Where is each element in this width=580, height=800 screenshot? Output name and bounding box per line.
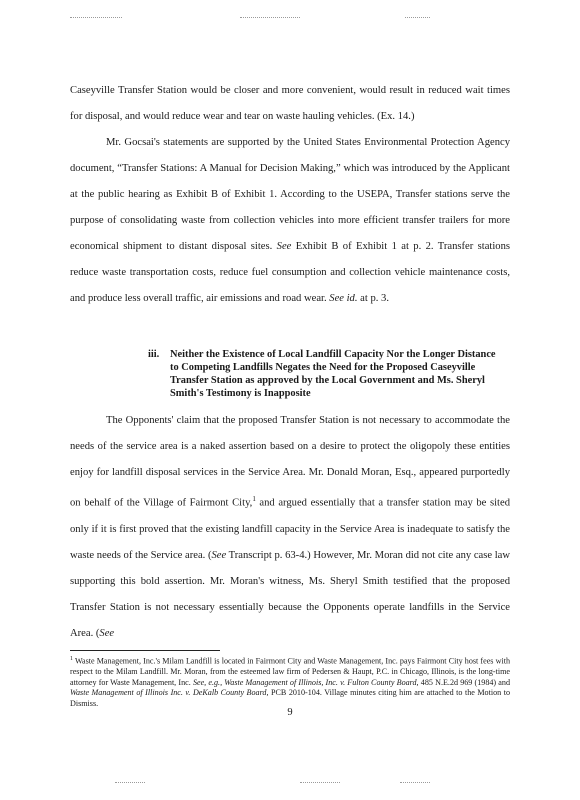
paragraph: Caseyville Transfer Station would be closer and more convenient, would result in reduced wait times for disposal, and would reduce wear and tear on waste hauling vehicles. (Ex. 14.)	[70, 85, 510, 122]
scan-artifact-bottom	[400, 782, 430, 784]
citation-signal: See	[276, 241, 292, 252]
body-text-block	[70, 408, 510, 647]
page-number: 9	[287, 707, 293, 718]
section-heading	[148, 348, 496, 400]
paragraph-text: Exhibit B of Exhibit 1 at p. 2. Transfer stations reduce waste transportation costs, reduce fuel consumption and collection vehicle maintenance costs, and produce less overall traffic, air emissions and road wear.	[70, 241, 510, 304]
scan-artifact-bottom	[300, 782, 340, 784]
paragraph-text: The Opponents' claim that the proposed Transfer Station is not necessary to accommodate the needs of the service area is a naked assertion based on a desire to protect the oligopoly these entities enjoy for landfill disposal services in the Service Area. Mr. Donald Moran, Esq., appeared purportedly on behalf of the Village of Fairmont City,	[70, 415, 510, 509]
footnote-text: PCB 2010-104. Village minutes citing him are attached to the Motion to Dismiss.	[70, 688, 510, 709]
body-text-block	[70, 78, 510, 312]
paragraph-text: Mr. Gocsai's statements are supported by the United States Environmental Protection Agency document, “Transfer Stations: A Manual for Decision Making,” which was introduced by the Applicant at the public hearing as Exhibit B of Exhibit 1. According to the USEPA, Transfer stations serve the purpose of consolidating waste from collection vehicles into more efficient transfer trailers for more economical shipment to distant disposal sites.	[70, 137, 510, 252]
scan-artifact-top	[240, 17, 300, 19]
heading-text: Neither the Existence of Local Landfill Capacity Nor the Longer Distance to Competing Landfills Negates the Need for the Proposed Caseyville Transfer Station as approved by the Local Government and Ms. Sheryl Smith's Testimony is Inapposite	[170, 349, 496, 399]
footnote-reference[interactable]: 1	[252, 495, 256, 503]
paragraph-text: Transcript p. 63-4.) However, Mr. Moran did not cite any case law supporting this bold assertion. Mr. Moran's witness, Ms. Sheryl Smith testified that the proposed Transfer Station is not necessary essentially because the Opponents operate landfills in the Service Area. (	[70, 549, 511, 639]
scan-artifact-top	[70, 17, 122, 19]
citation-signal: See	[211, 549, 227, 561]
paragraph-text: and argued essentially that a transfer station may be sited only if it is first proved that the existing landfill capacity in the Service Area is inadequate to satisfy the waste needs of the Service area. (	[70, 497, 510, 561]
footnote	[70, 654, 510, 710]
paragraph	[70, 130, 510, 312]
scan-artifact-top	[405, 17, 430, 19]
scan-artifact-bottom	[115, 782, 145, 784]
citation-signal: See id.	[329, 293, 358, 304]
footnote-number: 1	[70, 656, 73, 662]
paragraph-text: at p. 3.	[357, 293, 389, 304]
footnote-text: 485 N.E.2d 969 (1984) and	[418, 677, 510, 687]
heading-number: iii.	[148, 349, 160, 360]
citation-signal: See	[99, 627, 115, 639]
footnote-text: Waste Management, Inc.'s Milam Landfill is located in Fairmont City and Waste Management, Inc. pays Fairmont City host fees with respect to the Milam Landfill. Mr. Moran, from the esteemed law firm of Pedersen & Haupt, P.C. in Chicago, Illinois, is the long-time attorney for Waste Management, Inc.	[70, 656, 510, 687]
footnote-citation: See, e.g., Waste Management of Illinois, Inc. v. Fulton County Board,	[192, 677, 419, 687]
paragraph	[70, 408, 510, 647]
footnote-separator	[70, 650, 220, 651]
footnote-citation: Waste Management of Illinois Inc. v. DeKalb County Board,	[70, 688, 269, 698]
